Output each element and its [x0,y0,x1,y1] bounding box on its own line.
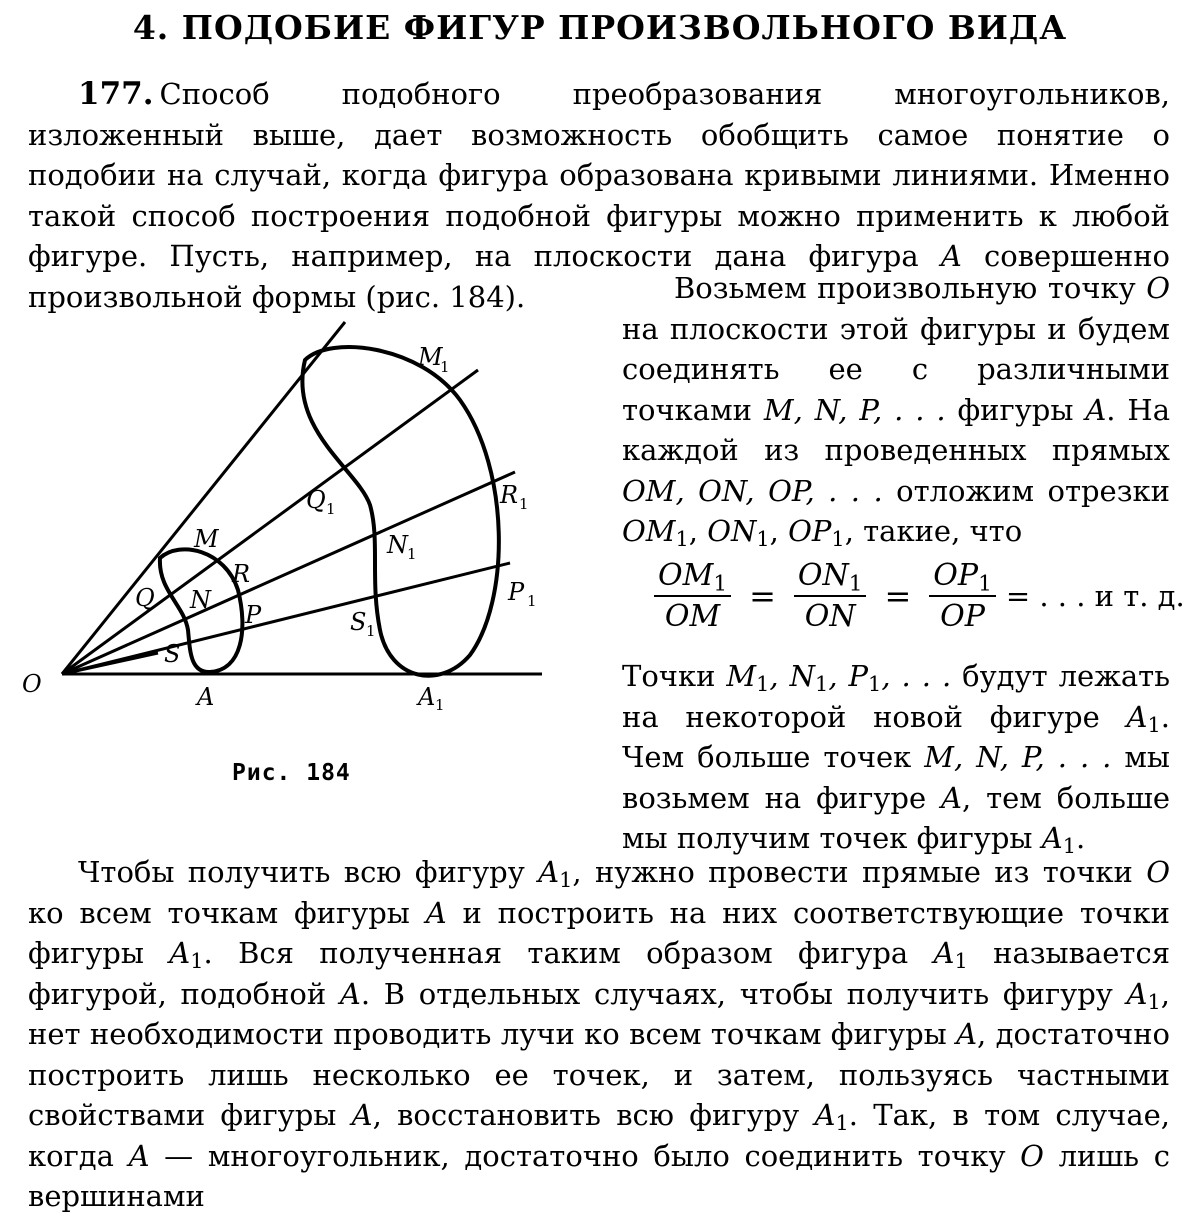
label-R1-sub: 1 [519,495,529,513]
label-M1-sub: 1 [440,358,450,376]
label-Q1-sub: 1 [326,500,336,518]
math-A: A [956,1017,978,1051]
rc-text-5: отложим отрезки [882,473,1170,508]
bottom-paragraph: Чтобы получить всю фигуру $A_1$, нужно провести прямые из точки O ко всем точкам фигуры A и построить на них соответствующие точки фигуры $A_1$. Вся полученная таким образом фигура $A_1$ называется фигурой, подобной A. В отдельных случаях, чтобы получить фигуру $A_1$, нет необходимости проводить лучи ко всем точкам фигуры A, достаточно построить лишь несколько ее точек, и затем, пользуясь частными свойствами фигуры A, восстановить всю фигуру $A_1$. Так, в том случае, когда A — многоугольник, достаточно было соединить точку O лишь с вершинами [28,855,1171,1213]
label-O: O [22,670,42,698]
rc-text-2: на плоскости этой фигуры и будем соединять ее с различными точками [622,311,1170,427]
math-A1: $A_1$ [1126,976,1161,1014]
right-column-paragraph: Возьмем произвольную точку O на плоскости этой фигуры и будем соединять ее с различными точками M, N, P, . . . фигуры A. На каждой из проведенных прямых OM, ON, OP, . . . отложим отрезки $OM_1$, $ON_1$, $OP_1$, такие, что [622,271,1170,552]
formula-tail: = . . . и т. д. [1005,579,1185,613]
figure-caption: Рис. 184 [232,760,351,786]
fraction-OP: $\frac{OP_1}{OP}$ [929,558,996,634]
rc-text-1: Возьмем произвольную точку [674,271,1147,305]
problem-number: 177. [78,76,154,112]
math-A: A [1085,392,1107,427]
math-O: O [1146,855,1171,889]
math-A: A [339,976,361,1011]
rc-text-6: , такие, что [844,514,1023,548]
math-OM-ON-OP: OM, ON, OP, . . . [622,473,883,508]
label-S: S [164,640,181,668]
label-M1: M [418,343,443,371]
rc-text-3: фигуры [945,392,1086,427]
math-A: A [940,239,962,273]
math-A1: $A_1$ [1041,821,1076,859]
label-N1: N [387,531,408,559]
math-MNP: M, N, P, . . . [763,392,946,427]
label-S1-sub: 1 [366,622,376,640]
label-S1: S [350,608,367,636]
math-ON1: $ON_1$ [707,514,770,552]
label-R1: R [500,481,519,509]
math-A: A [941,780,962,815]
rc-text-4: . На каждой из проведенных прямых [622,392,1170,467]
section-title: 4. ПОДОБИЕ ФИГУР ПРОИЗВОЛЬНОГО ВИДА [132,8,1068,47]
math-A1: $A_1$ [933,936,968,974]
math-A: A [425,895,447,930]
label-P1: P [508,578,525,606]
intro-text: Способ подобного преобразования многоугольников, изложенный выше, дает возможность обобщить самое понятие о подобии на случай, когда фигура образована кривыми линиями. Именно такой способ построения подобной фигуры можно применить к любой фигуре. Пусть, например, на плоскости дана фигура [28,77,1170,273]
label-Q: Q [135,584,155,612]
ray-OP [62,563,510,674]
label-A1: A [418,683,436,711]
label-P1-sub: 1 [527,592,537,610]
fraction-OM: $\frac{OM_1}{OM}$ [654,558,731,634]
label-R: R [232,560,251,588]
math-OM1: $OM_1$ [622,514,689,552]
math-A1: $A_1$ [538,855,573,893]
math-A1: $A_1$ [1126,699,1161,737]
ratio-formula [650,558,1185,634]
math-A: A [351,1098,373,1132]
math-A1: $A_1$ [169,936,204,974]
equals-sign: = [884,577,912,615]
label-A1-sub: 1 [435,696,445,714]
label-N: N [190,586,211,614]
label-M: M [194,525,219,553]
math-M1N1P1: $M_1$, $N_1$, $P_1$, . . . [726,659,952,697]
ray-OR [62,472,515,674]
math-A: A [128,1138,150,1173]
math-MNP: M, N, P, . . . [924,740,1112,774]
label-N1-sub: 1 [407,545,417,563]
right-column-paragraph-2: Точки $M_1$, $N_1$, $P_1$, . . . будут лежать на некоторой новой фигуре $A_1$. Чем больше точек M, N, P, . . . мы возьмем на фигуре A, тем больше мы получим точек фигуры $A_1$. [622,659,1171,859]
math-O: O [1020,1138,1044,1173]
math-A1: $A_1$ [814,1098,849,1136]
math-OP1: $OP_1$ [788,514,845,552]
label-Q1: Q [306,486,326,514]
equals-sign: = [749,577,776,615]
intro-text-end: совершенно произвольной формы (рис. 184). [28,239,1170,314]
label-P: P [245,601,262,629]
figure-svg [20,310,560,730]
label-A: A [197,683,215,711]
fraction-ON: $\frac{ON_1}{ON}$ [794,558,867,634]
figure-184 [20,310,560,730]
math-O: O [1146,271,1170,305]
